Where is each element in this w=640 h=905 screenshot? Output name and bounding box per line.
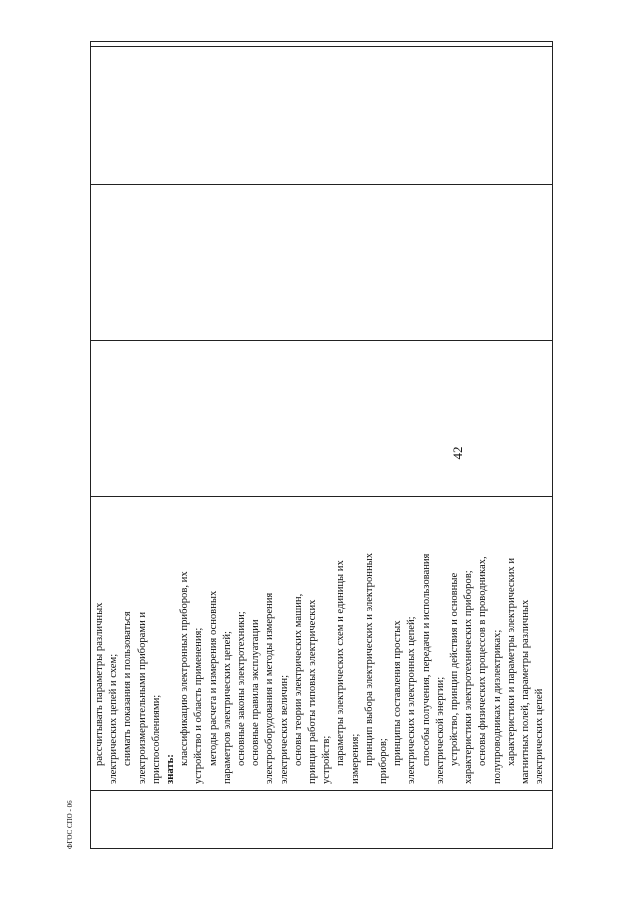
content-line: параметров электрических цепей; [221,631,233,784]
content-line: электрических величин; [278,674,290,784]
content-line: устройство, принцип действия и основные [449,572,461,766]
content-line: основы физических процессов в проводниках, [477,556,489,766]
content-line: рассчитывать параметры различных [94,602,105,766]
content-line: основы теории электрических машин, [292,593,304,766]
content-line: измерения; [349,733,361,784]
footer-code: ФГОС СПО - 06 [66,800,74,849]
content-line: знать: [165,754,177,784]
content-line: приборов; [378,738,390,784]
content-line: снимать показания и пользоваться [122,611,134,766]
content-line: основные законы электротехники; [236,611,248,766]
curriculum-table [90,41,553,849]
table-cell-competencies [91,496,552,790]
content-line: устройств; [321,735,333,784]
content-line: классификацию электронных приборов, их [179,571,191,766]
content-line: магнитных полей, параметры различных [520,599,532,784]
table-cell-discipline-index [91,46,552,184]
content-line: способы получения, передачи и использования [420,553,432,766]
content-line: принципы составления простых [392,620,404,766]
content-line: характеристики и параметры электрических и [505,557,517,766]
content-line: параметры электрических схем и единицы их [335,560,347,766]
content-line: электрических цепей [534,688,546,784]
table-cell-hours-mandatory [91,184,552,340]
content-line: электрической энергии; [434,676,446,784]
content-line: устройство и область применения; [193,627,205,784]
page-number: 42 [450,446,465,460]
table-cell-index [91,790,552,848]
table-cell-hours-max [91,340,552,496]
table-cell-competency-codes [91,42,552,46]
content-line: основные правила эксплуатации [250,619,262,766]
content-line: электроизмерительными приборами и [136,611,148,784]
content-line: электрических цепей и схем; [108,653,120,784]
content-line: электрических и электронных цепей; [406,616,418,784]
content-line: принцип работы типовых электрических [307,599,319,784]
content-line: полупроводниках и диэлектриках; [491,629,503,784]
rotated-page [90,41,553,849]
content-line: электрооборудования и методы измерения [264,592,276,784]
content-line: методы расчета и измерения основных [207,590,219,766]
content-line: характеристики электротехнических приборов; [463,570,475,784]
content-line: принцип выбора электрических и электронных [363,552,375,766]
content-line: приспособлениями; [150,694,162,784]
